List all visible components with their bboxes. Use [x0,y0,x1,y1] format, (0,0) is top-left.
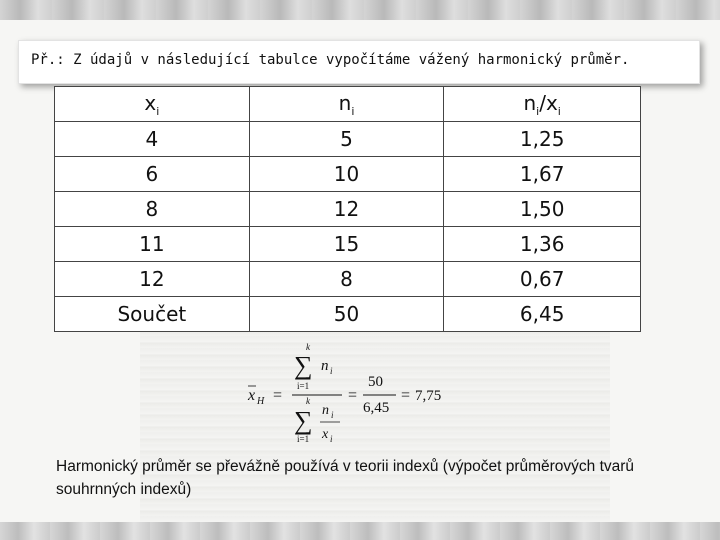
formula-den-term-num: n [322,403,329,418]
sigma-num-icon: ∑ [294,351,313,380]
formula-den-sum-upper: k [306,396,310,406]
table-header-row [55,87,641,122]
cell-xi: 4 [55,122,250,157]
heading-text: Př.: Z údajů v následující tabulce vypočítáme vážený harmonický průměr. [31,52,630,68]
formula-num-term: n [321,358,329,374]
cell-ratio: 1,25 [444,122,641,157]
table-row [55,262,641,297]
header-ni: $n_i$ [249,87,444,122]
formula-den-term-den: x [322,427,329,442]
formula-fraction-den: 6,45 [363,400,390,416]
cell-ratio: 0,67 [444,262,641,297]
formula-den-sum-lower: i=1 [297,434,310,444]
formula-num-sum-upper: k [306,342,310,352]
table-row [55,157,641,192]
formula-eq-1: = [273,387,283,404]
header-xi: $x_i$ [55,87,250,122]
cell-ratio: 1,67 [444,157,641,192]
cell-ni: 10 [249,157,444,192]
data-table [54,86,641,332]
heading-box [18,40,700,84]
table-row [55,122,641,157]
cell-ni: 5 [249,122,444,157]
formula-eq-2: = [348,387,358,404]
formula-lhs: x [248,387,256,404]
cell-sum-label: Součet [55,297,250,332]
footer-note: Harmonický průměr se převážně používá v teorii indexů (výpočet průměrových tvarů souhrnných indexů) [56,458,635,498]
formula-num-sum-lower: i=1 [297,381,310,391]
cell-ni: 12 [249,192,444,227]
cell-ni: 8 [249,262,444,297]
cell-xi: 8 [55,192,250,227]
cell-xi: 6 [55,157,250,192]
table-sum-row [55,297,641,332]
formula-den-term-den-sub: i [330,434,333,444]
cell-ni: 15 [249,227,444,262]
harmonic-mean-formula [242,340,462,450]
cell-sum-ni: 50 [249,297,444,332]
formula-result: 7,75 [415,388,442,404]
formula-num-term-sub: i [330,366,333,376]
cell-ratio: 1,50 [444,192,641,227]
sigma-den-icon: ∑ [294,406,313,435]
table-row [55,227,641,262]
table-row [55,192,641,227]
formula-fraction-num: 50 [368,374,383,390]
cell-sum-ratio: 6,45 [444,297,641,332]
cell-xi: 12 [55,262,250,297]
formula-den-term-num-sub: i [331,410,334,420]
cell-ratio: 1,36 [444,227,641,262]
formula-eq-3: = [401,387,411,404]
decorative-top-band [0,0,720,20]
cell-xi: 11 [55,227,250,262]
formula-lhs-sub: H [257,396,265,407]
header-ni-over-xi: $n_i/x_i$ [444,87,641,122]
decorative-bottom-band [0,522,720,540]
